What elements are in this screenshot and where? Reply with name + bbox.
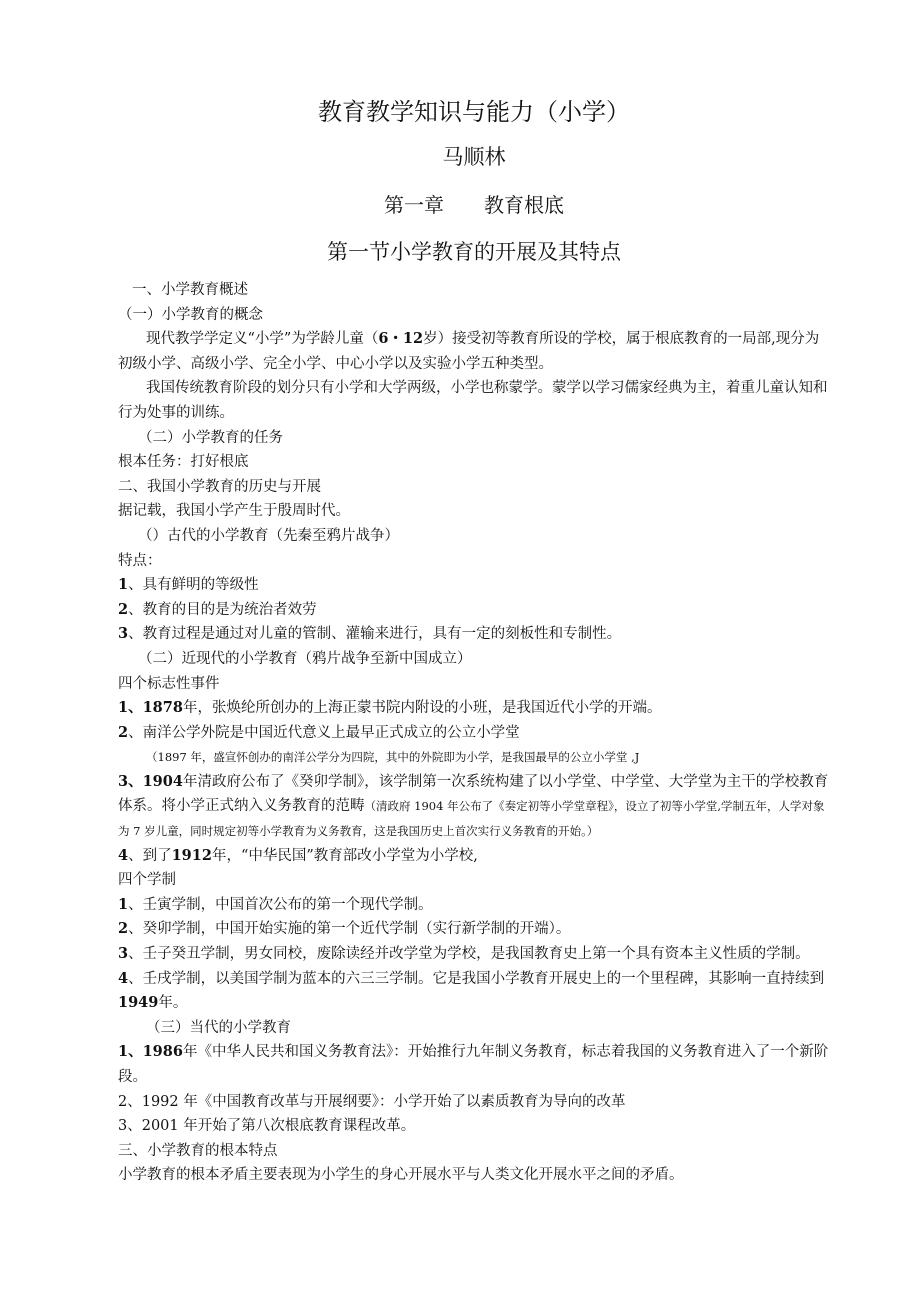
list-item: 2、教育的目的是为统治者效劳 [118, 600, 317, 618]
list-item: 3、1904年清政府公布了《癸卯学制》，该学制第一次系统构建了以小学堂、中学堂、大学堂为主干的学校教育体系。将小学正式纳入义务教育的范畴（清政府 1904 年公布了《奏定初等小学堂章程》，设立了初等小学堂,学制五年，人学对象为 7 岁儿童，同时规定初等小学教育为义务教育，这是我国历史上首次实行义务教育的开始。） [118, 772, 829, 839]
heading-concept: （一）小学教育的概念 [118, 306, 263, 323]
document-author: 马顺林 [442, 145, 506, 169]
list-item: 3、教育过程是通过对儿童的管制、灌输来进行，具有一定的刻板性和专制性。 [118, 625, 622, 643]
heading-history: 二、我国小学教育的历史与开展 [118, 478, 321, 495]
chapter-name: 教育根底 [484, 193, 564, 217]
list-item: 2、癸卯学制，中国开始实施的第一个近代学制（实行新学制的开端）。 [118, 920, 571, 938]
list-item: 1、1878年，张焕纶所创办的上海正蒙书院内附设的小班，是我国近代小学的开端。 [118, 699, 662, 717]
heading-task: （二）小学教育的任务 [138, 429, 283, 446]
list-item: 1、壬寅学制，中国首次公布的第一个现代学制。 [118, 895, 433, 913]
document-title: 教育教学知识与能力（小学） [318, 98, 630, 126]
paragraph-tradition: 我国传统教育阶段的划分只有小学和大学两级，小学也称蒙学。蒙学以学习儒家经典为主，着重儿童认知和行为处事的训练。 [118, 380, 828, 421]
list-item: 2、1992 年《中国教育改革与开展纲要》：小学开始了以素质教育为导向的改革 [118, 1093, 626, 1110]
chapter-number: 第一章 [384, 193, 444, 217]
chapter-heading [118, 188, 830, 222]
heading-ancient: （）古代的小学教育（先秦至鸦片战争） [138, 527, 399, 544]
heading-overview: 一、小学教育概述 [132, 282, 248, 298]
list-item: 2、南洋公学外院是中国近代意义上最早正式成立的公立小学堂 [118, 723, 520, 741]
list-item: 1、具有鲜明的等级性 [118, 576, 259, 594]
list-item: 3、壬子癸丑学制，男女同校，废除读经并改学堂为学校，是我国教育史上第一个具有资本主义性质的学制。 [118, 945, 810, 963]
note-nanyang: （1897 年，盛宣怀创办的南洋公学分为四院，其中的外院即为小学，是我国最早的公立小学堂 ,J [146, 750, 640, 765]
line-basic-contradiction: 小学教育的根本矛盾主要表现为小学生的身心开展水平与人类文化开展水平之间的矛盾。 [118, 1167, 684, 1184]
line-features: 特点： [118, 552, 162, 569]
section-heading: 第一节小学教育的开展及其特点 [327, 240, 621, 264]
heading-features: 三、小学教育的根本特点 [118, 1142, 278, 1159]
heading-modern: （二）近现代的小学教育（鸦片战争至新中国成立） [138, 650, 472, 667]
line-four-systems: 四个学制 [118, 872, 176, 889]
line-four-events: 四个标志性事件 [118, 675, 220, 692]
list-item: 1、1986年《中华人民共和国义务教育法》：开始推行九年制义务教育，标志着我国的义务教育进入了一个新阶段。 [118, 1043, 829, 1085]
list-item: 3、2001 年开始了第八次根底教育课程改革。 [118, 1118, 416, 1135]
paragraph-definition: 现代教学学定义“小学”为学龄儿童（6・12岁）接受初等教育所设的学校，属于根底教育的一局部,现分为初级小学、高级小学、完全小学、中心小学以及实验小学五种类型。 [118, 330, 820, 372]
heading-contemporary: （三）当代的小学教育 [146, 1019, 291, 1036]
line-basic-task: 根本任务：打好根底 [118, 454, 249, 471]
line-origin: 据记载，我国小学产生于殷周时代。 [118, 503, 350, 520]
list-item: 4、到了1912年，“中华民国”教育部改小学堂为小学校, [118, 846, 478, 864]
list-item: 4、壬戌学制，以美国学制为蓝本的六三三学制。它是我国小学教育开展史上的一个里程碑，其影响一直持续到1949年。 [118, 969, 825, 1012]
